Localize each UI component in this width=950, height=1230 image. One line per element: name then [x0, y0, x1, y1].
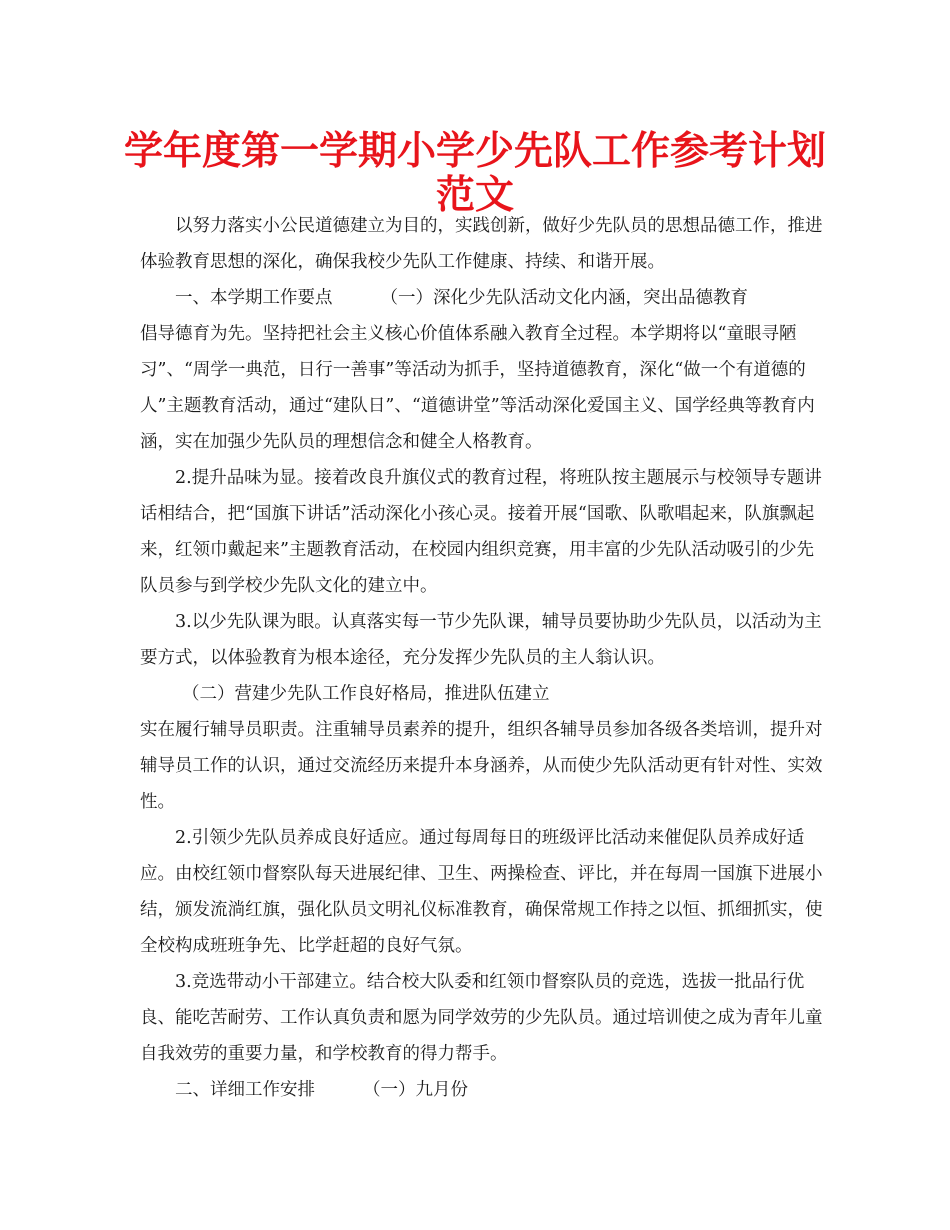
- document-title-line1: 学年度第一学期小学少先队工作参考计划: [123, 129, 826, 174]
- paragraph-1-2: 2.提升品味为显。接着改良升旗仪式的教育过程，将班队按主题展示与校领导专题讲话相结合，把“国旗下讲话”活动深化小孩心灵。接着开展“国歌、队歌唱起来，队旗飘起来，红领巾戴起来”主题教育活动，在校园内组织竞赛，用丰富的少先队活动吸引的少先队员参与到学校少先队文化的建立中。: [140, 468, 822, 596]
- paragraph-2-3: 3.竞选带动小干部建立。结合校大队委和红领巾督察队员的竞选，选拔一批品行优良、能吃苦耐劳、工作认真负责和愿为同学效劳的少先队员。通过培训使之成为青年儿童自我效劳的重要力量，和学校教育的得力帮手。: [140, 972, 823, 1064]
- document-body: [140, 208, 830, 1108]
- paragraph-2-2: 2.引领少先队员养成良好适应。通过每周每日的班级评比活动来催促队员养成好适应。由校红领巾督察队每天进展纪律、卫生、两操检查、评比，并在每周一国旗下进展小结，颁发流淌红旗，强化队员文明礼仪标准教育，确保常规工作持之以恒、抓细抓实，使全校构成班班争先、比学赶超的良好气氛。: [140, 828, 823, 956]
- heading-sub2: （二）营建少先队工作良好格局，推进队伍建立: [182, 684, 550, 704]
- paragraph-1-3: 3.以少先队课为眼。认真落实每一节少先队课，辅导员要协助少先队员，以活动为主要方式，以体验教育为根本途径，充分发挥少先队员的主人翁认识。: [140, 612, 822, 668]
- heading-sub3: （一）九月份: [363, 1080, 468, 1100]
- heading-row-section1: [140, 280, 830, 316]
- paragraph-1-1: 倡导德育为先。坚持把社会主义核心价值体系融入教育全过程。本学期将以“童眼寻陋习”、“周学一典范，日行一善事”等活动为抓手，坚持道德教育，深化“做一个有道德的人”主题教育活动，通过“建队日”、“道德讲堂”等活动深化爱国主义、国学经典等教育内涵，实在加强少先队员的理想信念和健全人格教育。: [140, 324, 815, 452]
- heading-sub1: （一）深化少先队活动文化内涵，突出品德教育: [380, 288, 748, 308]
- heading-section1: 一、本学期工作要点: [175, 288, 333, 308]
- document-title-line2: 范文: [435, 173, 514, 218]
- paragraph-intro: 以努力落实小公民道德建立为目的，实践创新，做好少先队员的思想品德工作，推进体验教育思想的深化，确保我校少先队工作健康、持续、和谐开展。: [140, 216, 823, 272]
- paragraph-2-1: 实在履行辅导员职责。注重辅导员素养的提升，组织各辅导员参加各级各类培训，提升对辅导员工作的认识，通过交流经历来提升本身涵养，从而使少先队活动更有针对性、实效性。: [140, 720, 823, 812]
- heading-row-section2: [140, 1072, 830, 1108]
- heading-section2: 二、详细工作安排: [175, 1080, 315, 1100]
